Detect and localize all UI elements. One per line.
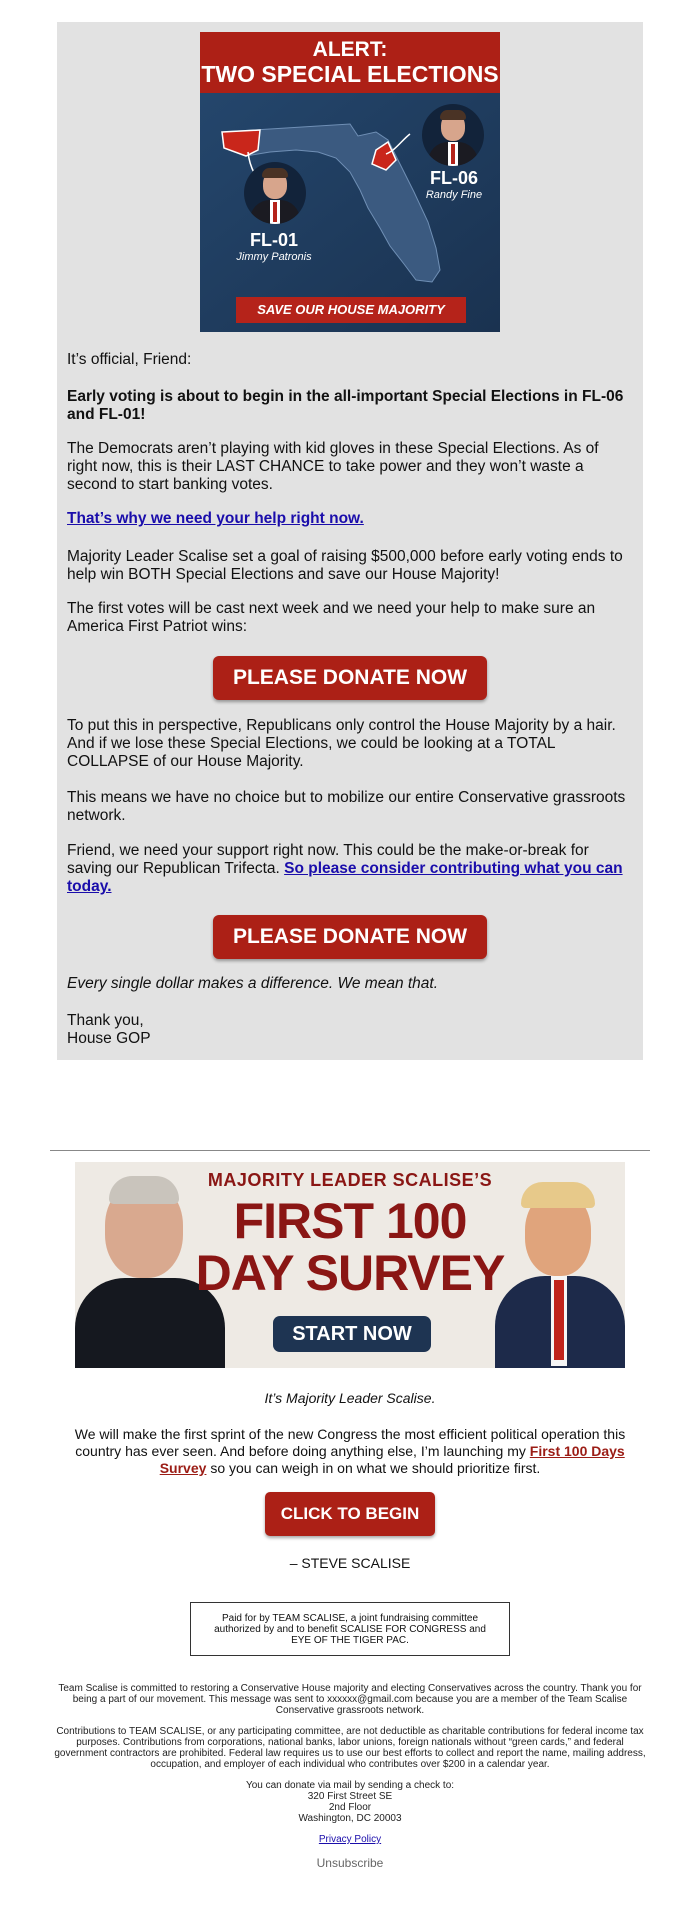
- every-dollar-text: Every single dollar makes a difference. We mean that.: [67, 975, 439, 992]
- district-label-fl06: [404, 168, 500, 201]
- survey-paragraph: [60, 1426, 640, 1477]
- address-line3: Washington, DC 20003: [298, 1813, 402, 1824]
- survey-title-line3: DAY SURVEY: [195, 1245, 505, 1301]
- donate-button-1[interactable]: PLEASE DONATE NOW: [213, 656, 487, 700]
- district-fl01: FL-01: [249, 230, 298, 250]
- paragraph-support: [67, 842, 633, 896]
- headline: Early voting is about to begin in the all-important Special Elections in FL-06 and FL-01!: [67, 388, 624, 423]
- help-link[interactable]: That’s why we need your help right now.: [67, 510, 364, 527]
- signoff-thanks: Thank you,: [67, 1012, 144, 1029]
- survey-intro: It’s Majority Leader Scalise.: [264, 1390, 436, 1406]
- contribute-link[interactable]: So please consider contributing what you can today.: [67, 860, 623, 895]
- survey-banner-image[interactable]: [75, 1162, 625, 1368]
- unsubscribe-link[interactable]: Unsubscribe: [316, 1856, 384, 1870]
- paid-for-disclaimer: Paid for by TEAM SCALISE, a joint fundraising committee authorized by and to benefit SCALISE FOR CONGRESS and EYE OF THE TIGER PAC.: [190, 1602, 510, 1656]
- start-now-button[interactable]: START NOW: [273, 1316, 431, 1352]
- survey-title-line2: FIRST 100: [233, 1193, 467, 1249]
- paragraph-first-votes: The first votes will be cast next week and we need your help to make sure an America First Patriot wins:: [67, 600, 596, 635]
- help-link-paragraph: [67, 510, 633, 528]
- paragraph-mobilize: This means we have no choice but to mobilize our entire Conservative grassroots network.: [67, 789, 626, 824]
- contributions-disclaimer: Contributions to TEAM SCALISE, or any participating committee, are not deductible as charitable contributions for federal income tax purposes. Contributions from corporations, national banks, labor unions, foreign nationals without “green cards,” and federal government contractors are prohibited. Federal law requires us to use our best efforts to collect and report the name, mailing address, occupation, and employer of each individual who contributes over $200 in a calendar year.: [54, 1726, 646, 1770]
- paragraph-democrats: The Democrats aren’t playing with kid gloves in these Special Elections. As of right now, this is their LAST CHANCE to take power and they won’t waste a second to start banking votes.: [67, 440, 599, 493]
- click-to-begin-button[interactable]: CLICK TO BEGIN: [265, 1492, 435, 1536]
- alert-subtitle: TWO SPECIAL ELECTIONS: [201, 61, 499, 87]
- survey-title-line1: MAJORITY LEADER SCALISE’S: [207, 1170, 493, 1190]
- mail-instructions: You can donate via mail by sending a check to:: [245, 1780, 455, 1791]
- section-divider: [50, 1150, 650, 1151]
- donate-button-2[interactable]: PLEASE DONATE NOW: [213, 915, 487, 959]
- survey-text-after: so you can weigh in on what we should prioritize first.: [210, 1460, 541, 1476]
- alert-title: ALERT:: [312, 38, 388, 61]
- commitment-text: Team Scalise is committed to restoring a Conservative House majority and electing Conservatives across the country. Thank you for being a part of our movement. This message was sent to xxxxxx@gmail.com because you are a member of the Team Scalise Conservative grassroots network.: [58, 1683, 642, 1716]
- save-majority-banner: SAVE OUR HOUSE MAJORITY: [236, 297, 466, 323]
- privacy-policy-link[interactable]: Privacy Policy: [318, 1834, 382, 1845]
- candidate-name-patronis: Jimmy Patronis: [236, 251, 312, 263]
- survey-text-before: We will make the first sprint of the new Congress the most efficient political operation this country has ever seen. And before doing anything else, I’m launching my: [74, 1426, 626, 1459]
- alert-header: [200, 32, 500, 93]
- district-label-fl01: [224, 230, 324, 263]
- address-line2: 2nd Floor: [328, 1802, 372, 1813]
- candidate-photo-patronis: [244, 162, 306, 224]
- candidate-photo-fine: [422, 104, 484, 166]
- email-card: [57, 22, 643, 1060]
- candidate-name-fine: Randy Fine: [425, 189, 483, 201]
- survey-link[interactable]: First 100 Days Survey: [159, 1443, 625, 1476]
- special-elections-banner-image[interactable]: [200, 32, 500, 332]
- district-fl06: FL-06: [429, 168, 478, 188]
- address-line1: 320 First Street SE: [307, 1791, 393, 1802]
- privacy-wrapper: [52, 1834, 648, 1845]
- signature: – STEVE SCALISE: [289, 1555, 411, 1571]
- signoff-name: House GOP: [67, 1030, 151, 1047]
- support-text: Friend, we need your support right now. This could be the make-or-break for saving our Republican Trifecta.: [67, 842, 589, 877]
- paragraph-goal: Majority Leader Scalise set a goal of raising $500,000 before early voting ends to help win BOTH Special Elections and save our House Majority!: [67, 548, 623, 583]
- paragraph-perspective: To put this in perspective, Republicans only control the House Majority by a hair. And if we lose these Special Elections, we could be looking at a TOTAL COLLAPSE of our House Majority.: [67, 717, 616, 770]
- greeting: It’s official, Friend:: [67, 351, 192, 368]
